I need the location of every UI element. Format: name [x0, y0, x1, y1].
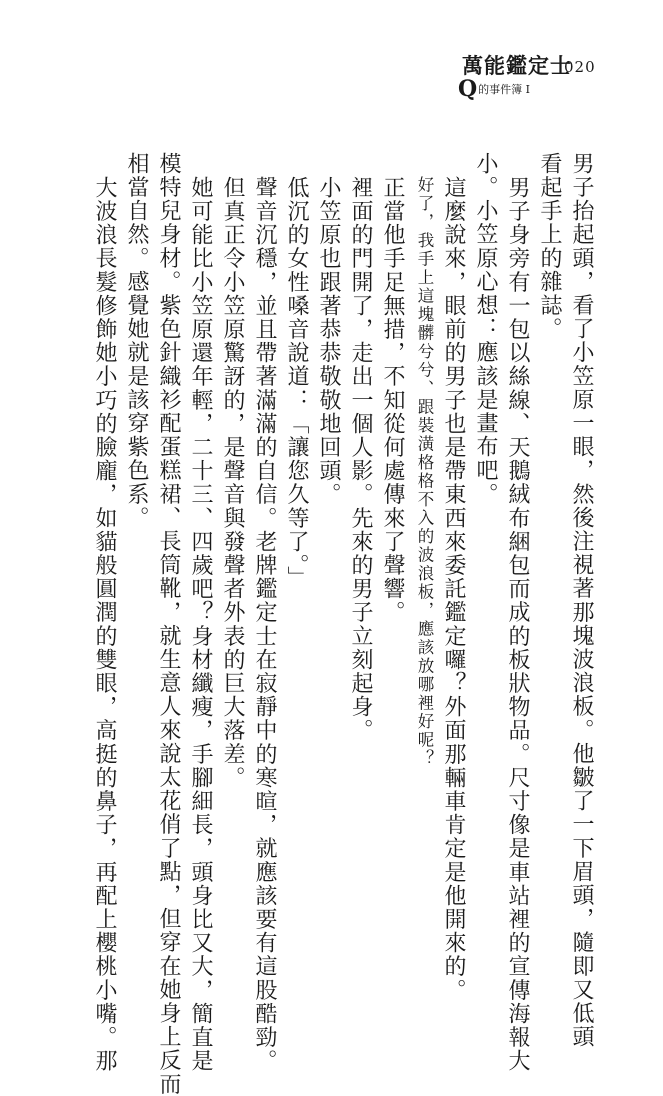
text-column-14: 模特兒身材。紫色針織衫配蛋糕裙、長筒靴，就生意人來說太花俏了點，但穿在她身上反而 [156, 152, 181, 1096]
text-column-1: 男子抬起頭，看了小笠原一眼，然後注視著那塊波浪板。他皺了一下眉頭，隨即又低頭 [569, 152, 594, 1049]
text-column-3: 男子身旁有一包以絲線、天鵝絨布綑包而成的板狀物品。尺寸像是車站裡的宣傳海報大 [505, 176, 530, 1073]
text-column-11: 聲音沉穩，並且帶著滿滿的自信。老牌鑑定士在寂靜中的寒暄，就應該要有這股酷勁。 [252, 176, 277, 1073]
series-subtitle-line [458, 76, 530, 102]
series-q-letter: Q [458, 76, 478, 102]
text-column-16: 大波浪長髮修飾她小巧的臉龐，如貓般圓潤的雙眼，高挺的鼻子，再配上櫻桃小嘴。那 [92, 176, 117, 1073]
text-column-2: 看起手上的雜誌。 [537, 152, 562, 341]
text-column-8: 裡面的門開了，走出一個人影。先來的男子立刻起身。 [348, 176, 373, 743]
text-column-15: 相當自然。感覺她就是該穿紫色系。 [124, 152, 149, 530]
series-title: 萬能鑑定士 [462, 53, 572, 78]
text-column-7: 正當他手足無措，不知從何處傳來了聲響。 [380, 176, 405, 625]
text-column-4: 小。小笠原心想：應該是畫布吧。 [473, 152, 498, 506]
series-subtitle: 的事件簿 I [478, 83, 531, 96]
running-header [440, 50, 620, 110]
text-column-9: 小笠原也跟著恭恭敬敬地回頭。 [316, 176, 341, 507]
text-column-13: 她可能比小笠原還年輕，二十三、四歲吧？身材纖瘦，手腳細長，頭身比又大，簡直是 [188, 176, 213, 1073]
page-number: 020 [564, 58, 596, 76]
text-column-12: 但真正令小笠原驚訝的，是聲音與發聲者外表的巨大落差。 [220, 176, 245, 790]
text-column-6: 好了，我手上這塊髒兮兮、跟裝潢格格不入的波浪板，應該放哪裡好呢？ [415, 176, 434, 768]
text-column-5: 這麼說來，眼前的男子也是帶東西來委託鑑定囉？外面那輛車肯定是他開來的。 [441, 176, 466, 1002]
text-column-10: 低沉的女性嗓音說道：「讓您久等了。」 [284, 176, 309, 590]
